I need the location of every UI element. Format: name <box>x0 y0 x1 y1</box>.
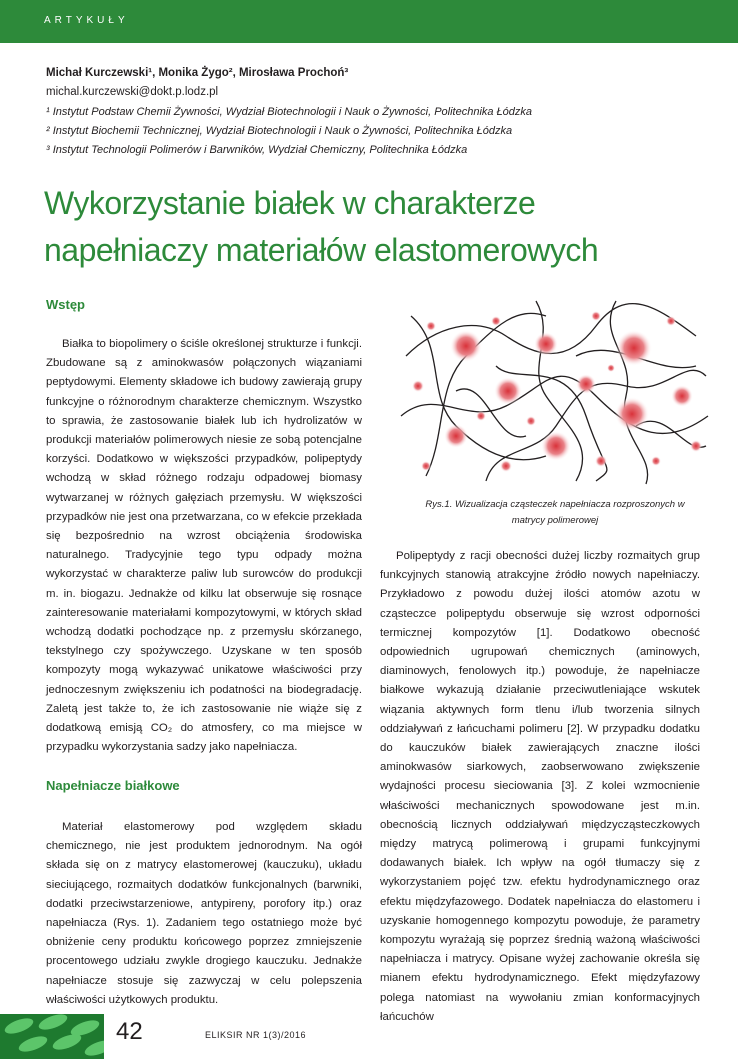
affiliation-1: ¹ Instytut Podstaw Chemii Żywności, Wydział Biotechnologii i Nauk o Żywności, Politechnika Łódzka <box>46 106 533 118</box>
intro-text <box>46 335 362 757</box>
author-email[interactable]: michal.kurczewski@dokt.p.lodz.pl <box>46 86 219 98</box>
section-header-bar <box>0 0 738 43</box>
affiliation-2: ² Instytut Biochemii Technicznej, Wydział Biotechnologii i Nauk o Żywności, Politechnika Łódzka <box>46 125 513 137</box>
right-paragraph: Polipeptydy z racji obecności dużej liczby rozmaitych grup funkcyjnych stanowią atrakcyjne źródło nowych napełniaczy. Przykładowo z powodu dużej ilości atomów azotu w cząsteczce polipeptydu obserwuje się wzrost odporności termicznej kompozytów [1]. Dodatkowo obecność odpowiednich ugrupowań chemicznych (aminowych, diaminowych, fenolowych itp.) powoduje, że napełniacze białkowe wykazują działanie przeciwutleniające wskutek wiązania aktywnych form tlenu i/lub tworzenia silnych oddziaływań z łańcuchami polimeru [2]. W przypadku dodatku do kauczuków białek zawierających znaczne ilości aminokwasów siarkowych, zaobserwowano zwiększenie wydajności procesu sieciowania [3]. Z kolei wzmocnienie właściwości mechanicznych spowodowane jest m.in. obecnością licznych oddziaływań międzycząsteczkowych między matrycą polimerową i grupami funkcyjnymi dodawanych białek. Ich wpływ na ogół tłumaczy się z wykorzystaniem pojęć tzw. efektu hydrodynamicznego oraz efektu międzyfazowego. Dodatek napełniacza do elastomeru i uzyskanie homogennego kompozytu powoduje, że parametry kompozytu wyrażają się poprzez średnią ważoną właściwości napełniacza i matrycy. Opisane wyżej zachowanie określa się mianem efektu hydrodynamicznego. Efekt międzyfazowy polega natomiast na wywołaniu zmian konformacyjnych łańcuchów <box>380 550 700 1023</box>
heading-wstep: Wstęp <box>46 297 85 312</box>
figure-filler-visualization <box>396 296 714 486</box>
intro-paragraph: Białka to biopolimery o ściśle określonej strukturze i funkcji. Zbudowane są z aminokwasów połączonych wiązaniami peptydowymi. Elementy składowe ich budowy zawierają grupy funkcyjne o różnorodnym charakterze chemicznym. Wszystko to sprawia, że zastosowanie białek lub ich hydrolizatów w produkcji materiałów polimerowych niesie ze sobą potencjalne korzyści. Dodatkowo w większości przypadków, polipeptydy wchodzą w skład różnego rodzaju odpadowej biomasy wytwarzanej w różnych gałęziach przemysłu. W większości przypadków nie jest ona przetwarzana, co w efekcie przekłada się bezpośrednio na wzrost obciążenia środowiska naturalnego. Tradycyjnie tego typu odpady można wykorzystać w charakterze paliw lub surowców do produkcji m. in. biogazu. Jednakże od kilku lat obserwuje się rosnące zainteresowanie materiałami kompozytowymi, w których skład wchodzą dodatki pochodzące np. z przemysłu skórzanego, tekstylnego czy spożywczego. Uzyskane w ten sposób kompozyty mogą wykazywać unikatowe właściwości przy jednoczesnym zwiększeniu ich podatności na biodegradację. Zaletą jest także to, że ich zastosowanie nie wiąże się z dodatkową emisją CO₂ do atmosfery, co ma miejsce w przypadku wykorzystania sadzy jako napełniacza. <box>46 338 362 754</box>
page-number: 42 <box>116 1018 143 1045</box>
section-label: ARTYKUŁY <box>44 15 129 26</box>
filler-particles <box>412 311 702 472</box>
fillers-text <box>46 818 362 1010</box>
authors: Michał Kurczewski¹, Monika Żygo², Mirosława Prochoń³ <box>46 67 349 79</box>
article-title: Wykorzystanie białek w charakterze napełniaczy materiałów elastomerowych <box>44 185 599 268</box>
affiliation-3: ³ Instytut Technologii Polimerów i Barwników, Wydział Chemiczny, Politechnika Łódzka <box>46 144 468 156</box>
figure-caption: Rys.1. Wizualizacja cząsteczek napełniacza rozproszonych w matrycy polimerowej <box>425 499 685 526</box>
footer-leaf-decoration <box>0 1014 104 1059</box>
fillers-paragraph: Materiał elastomerowy pod względem składu chemicznego, nie jest produktem jednorodnym. Na ogół składa się on z matrycy elastomerowej (kauczuku), układu sieciującego, rozmaitych dodatków funkcjonalnych (barwniki, dodatki przeciwstarzeniowe, antypireny, porofory itp.) oraz napełniacza (Rys. 1). Zadaniem tego ostatniego może być obniżenie ceny produktu końcowego poprzez zmniejszenie procentowego udziału zwykle drogiego kauczuku. Jednakże napełniacze stosuje się zazwyczaj w celu polepszenia właściwości użytkowych produktu. <box>46 821 362 1006</box>
right-column-text <box>380 547 700 1027</box>
journal-name: ELIKSIR NR 1(3)/2016 <box>205 1030 307 1040</box>
heading-napelniacze: Napełniacze białkowe <box>46 778 180 793</box>
